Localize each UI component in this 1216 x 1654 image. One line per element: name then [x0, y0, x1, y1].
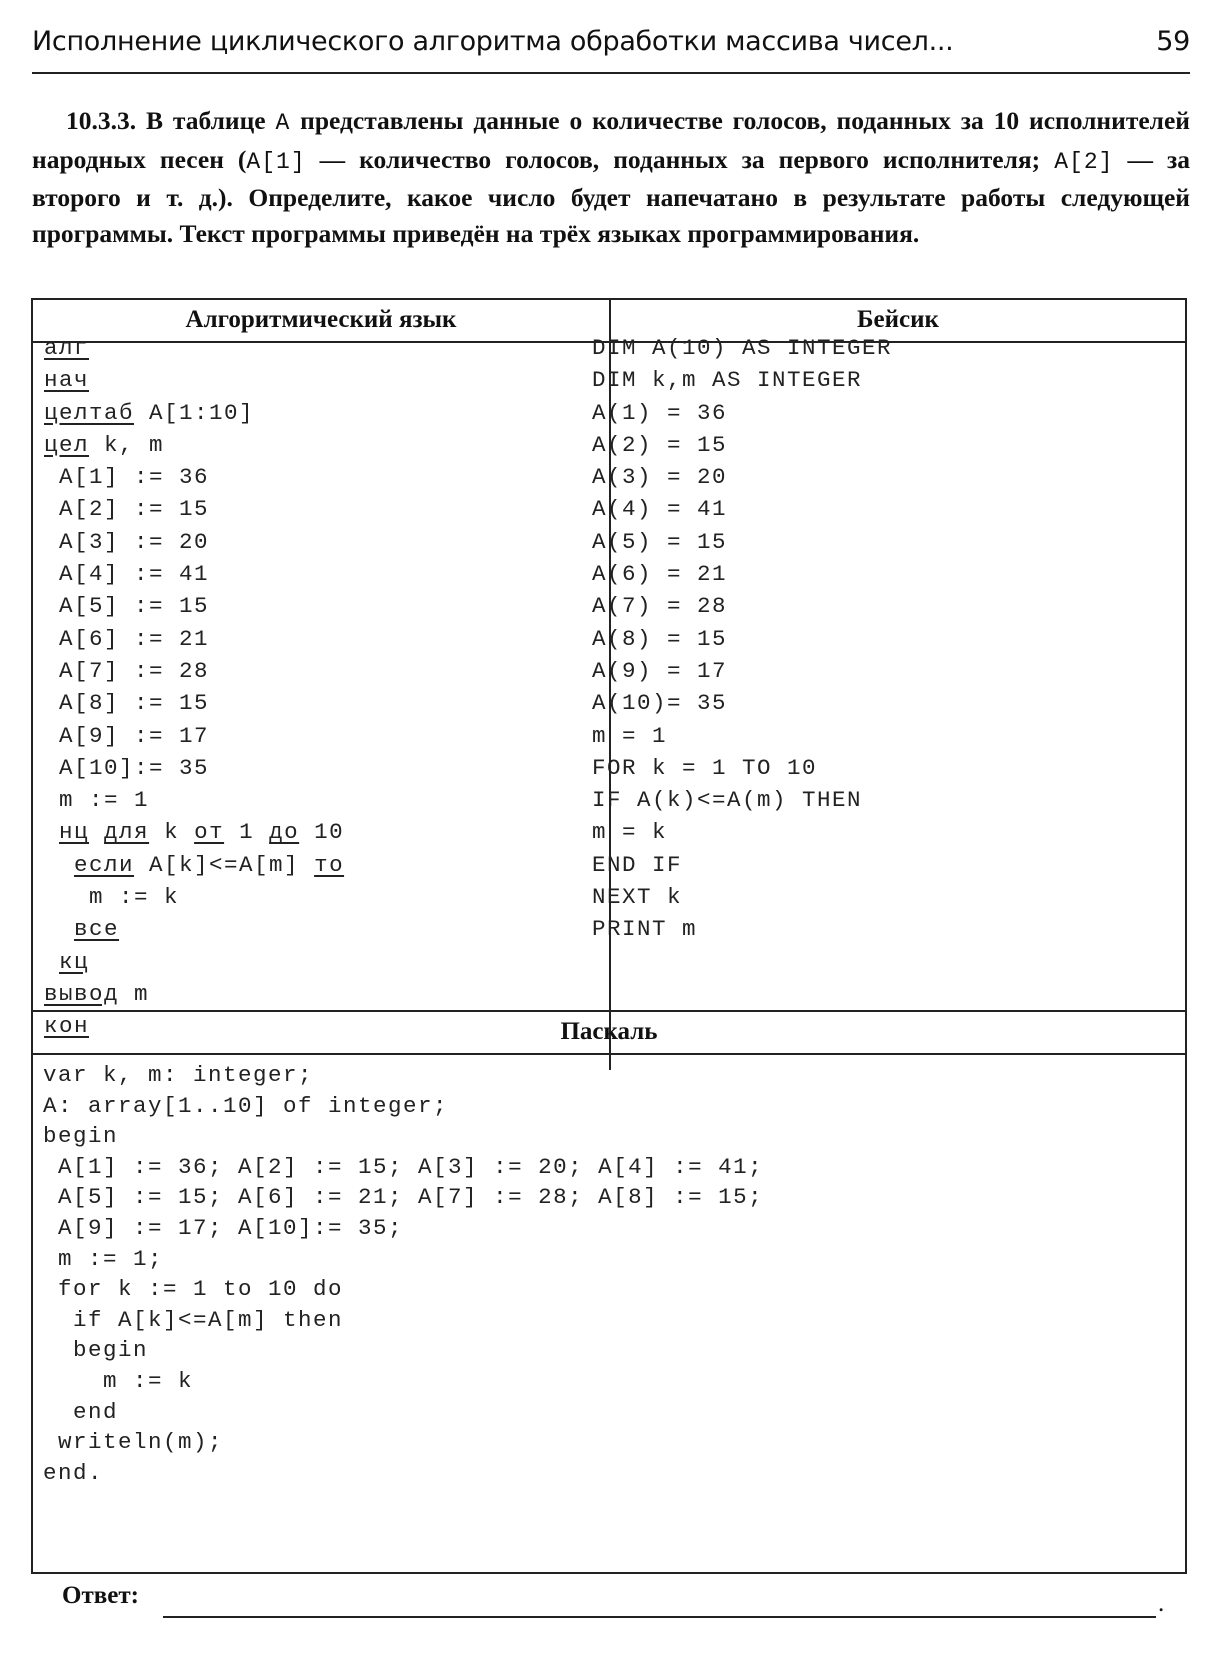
algo-code-line — [44, 461, 344, 493]
algo-code-line — [44, 429, 344, 461]
algo-code-line — [44, 558, 344, 590]
algo-code-text: A[1:10] — [134, 399, 255, 426]
algo-code-text — [44, 916, 74, 942]
algo-keyword: до — [269, 819, 300, 846]
basic-code-line: A(3) = 20 — [592, 464, 728, 491]
algo-code-text: A[8] := 15 — [44, 690, 210, 717]
algo-keyword: то — [314, 851, 345, 878]
pascal-code-block — [43, 1060, 763, 1488]
pascal-code-line: for k := 1 to 10 do — [43, 1276, 344, 1303]
algo-keyword: кц — [59, 948, 90, 975]
pascal-code-line: if A[k]<=A[m] then — [43, 1306, 344, 1333]
pascal-code-line: end — [43, 1398, 119, 1425]
algo-code-text: A[9] := 17 — [44, 722, 210, 749]
algo-code-text: 1 — [224, 819, 270, 846]
array-element-2: A[2] — [1054, 148, 1114, 175]
algo-code-text: m — [119, 980, 150, 1007]
pascal-code-line: writeln(m); — [43, 1429, 224, 1456]
algo-keyword: вывод — [44, 980, 120, 1007]
algo-code-line — [44, 623, 344, 655]
algo-code-text: A[10]:= 35 — [44, 754, 210, 781]
algo-code-line — [44, 332, 344, 364]
algo-code-line — [44, 784, 344, 816]
algo-code-text: A[3] := 20 — [44, 528, 210, 555]
problem-text-1: В таблице — [136, 106, 276, 135]
running-head — [32, 26, 1190, 74]
problem-statement — [32, 103, 1190, 251]
pascal-code-line: begin — [43, 1123, 119, 1150]
algo-keyword: если — [74, 851, 135, 878]
algo-code-text: A[7] := 28 — [44, 657, 210, 684]
pascal-code-line: end. — [43, 1459, 104, 1486]
basic-code-line: A(10)= 35 — [592, 690, 728, 717]
algo-code-text — [89, 819, 104, 845]
basic-code-line: IF A(k)<=A(m) THEN — [592, 787, 863, 814]
pascal-code-line: m := k — [43, 1367, 194, 1394]
answer-input-line[interactable] — [163, 1616, 1156, 1618]
code-table — [31, 298, 1187, 1574]
pascal-code-line: m := 1; — [43, 1245, 164, 1272]
algo-keyword: от — [194, 819, 225, 846]
algo-code-line — [44, 913, 344, 945]
basic-code-line: A(2) = 15 — [592, 431, 728, 458]
pascal-code-line: A[5] := 15; A[6] := 21; A[7] := 28; A[8] := 15; — [43, 1184, 764, 1211]
algo-code-line — [44, 590, 344, 622]
basic-code-line: A(9) = 17 — [592, 657, 728, 684]
algo-keyword: нач — [44, 367, 90, 394]
algo-code-line — [44, 881, 344, 913]
algo-code-line — [44, 397, 344, 429]
algo-code-text: A[1] := 36 — [44, 464, 210, 491]
basic-code-line: A(4) = 41 — [592, 496, 728, 523]
basic-code-line: A(8) = 15 — [592, 625, 728, 652]
basic-code-line: DIM k,m AS INTEGER — [592, 367, 863, 394]
problem-number: 10.3.3. — [66, 106, 137, 135]
basic-code-line: END IF — [592, 851, 683, 878]
algo-code-line — [44, 493, 344, 525]
basic-code-line: PRINT m — [592, 916, 698, 943]
algo-code-text: A[2] := 15 — [44, 496, 210, 523]
algo-code-text: k, m — [89, 431, 165, 458]
algo-code-text: 10 — [299, 819, 345, 846]
algo-keyword: нц — [59, 819, 90, 846]
algo-code-text: k — [149, 819, 195, 846]
array-name: A — [275, 110, 291, 136]
basic-code-line: A(7) = 28 — [592, 593, 728, 620]
array-element-1: A[1] — [246, 148, 306, 175]
algo-code-line — [44, 655, 344, 687]
answer-label: Ответ: — [62, 1582, 139, 1609]
algo-code-text — [44, 852, 74, 878]
basic-code-line: DIM A(10) AS INTEGER — [592, 335, 893, 361]
basic-code-line: m = 1 — [592, 722, 668, 749]
basic-column-title: Бейсик — [857, 306, 939, 333]
algo-code-line — [44, 752, 344, 784]
algo-code-text: A[k]<=A[m] — [134, 851, 315, 878]
basic-code-line: A(1) = 36 — [592, 399, 728, 426]
algo-code-text: m := k — [44, 884, 180, 911]
basic-code-line: FOR k = 1 TO 10 — [592, 754, 818, 781]
problem-text-2: представлены данные о количестве голосов, поданных за 10 исполнителей народных песен ( — [32, 106, 1190, 174]
algo-keyword: все — [74, 916, 120, 943]
algo-keyword: цел — [44, 431, 90, 458]
algo-code-line — [44, 687, 344, 719]
algo-code-text: m := 1 — [44, 787, 150, 814]
table-divider-pascal — [33, 1053, 1185, 1055]
problem-text-3: — количество голосов, поданных за первого исполнителя; — [305, 144, 1055, 174]
algo-code-text: A[5] := 15 — [44, 593, 210, 620]
algo-code-line — [44, 720, 344, 752]
answer-period: . — [1158, 1590, 1165, 1617]
algo-keyword: целтаб — [44, 399, 135, 426]
pascal-code-line: A: array[1..10] of integer; — [43, 1092, 449, 1119]
pascal-code-line: A[9] := 17; A[10]:= 35; — [43, 1214, 404, 1241]
problem-text-4: — за второго и т. д.). Определите, какое число будет напечатано в результате работы следующей программы. Текст программы приведён на трёх языках программирования. — [32, 144, 1190, 248]
algo-code-line — [44, 946, 344, 978]
algo-code-text — [44, 819, 59, 845]
pascal-code-line: var k, m: integer; — [43, 1062, 314, 1088]
basic-code-line: A(6) = 21 — [592, 561, 728, 588]
running-head-title: Исполнение циклического алгоритма обработки массива чисел... — [32, 26, 954, 57]
algo-code-line — [44, 526, 344, 558]
basic-code-line: A(5) = 15 — [592, 528, 728, 555]
pascal-column-title: Паскаль — [560, 1018, 658, 1045]
algo-code-line — [44, 978, 344, 1010]
pascal-code-line: begin — [43, 1337, 149, 1364]
algo-code-block — [44, 332, 344, 1043]
basic-code-line: NEXT k — [592, 884, 683, 911]
basic-code-line: m = k — [592, 819, 668, 846]
algo-column-title: Алгоритмический язык — [185, 306, 457, 333]
basic-code-block — [592, 332, 892, 946]
algo-code-line — [44, 849, 344, 881]
page-number: 59 — [1156, 26, 1190, 57]
algo-keyword: для — [104, 819, 150, 846]
algo-code-line — [44, 1010, 344, 1042]
algo-code-text: A[6] := 21 — [44, 625, 210, 652]
algo-code-text — [44, 949, 59, 975]
pascal-code-line: A[1] := 36; A[2] := 15; A[3] := 20; A[4] := 41; — [43, 1153, 764, 1180]
algo-code-line — [44, 816, 344, 848]
algo-keyword: алг — [44, 335, 90, 361]
algo-keyword: кон — [44, 1013, 90, 1040]
algo-code-line — [44, 364, 344, 396]
algo-code-text: A[4] := 41 — [44, 561, 210, 588]
